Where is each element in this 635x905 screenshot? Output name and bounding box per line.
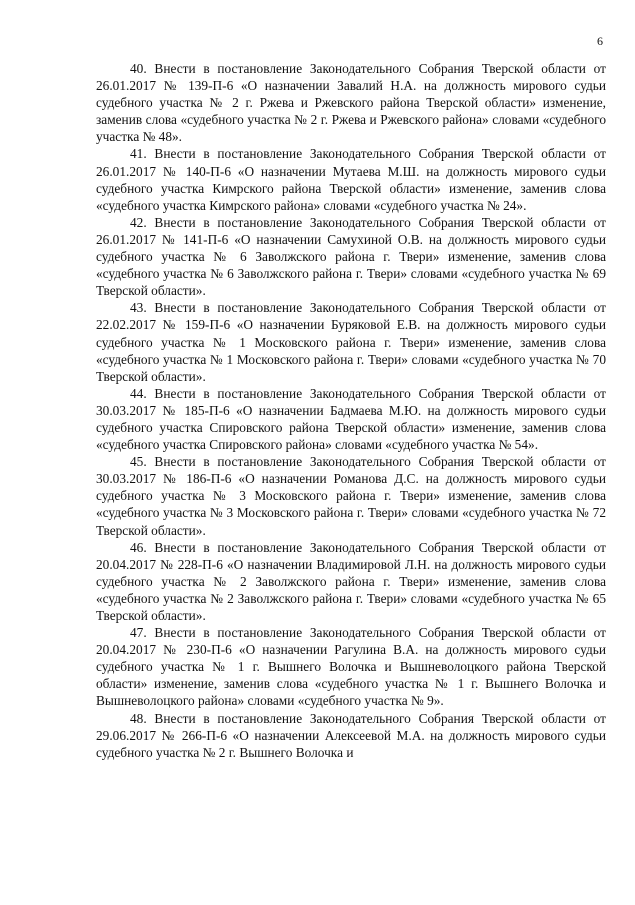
paragraph-42: 42. Внести в постановление Законодательного Собрания Тверской области от 26.01.2017 № 141-П-6 «О назначении Самухиной О.В. на должность мирового судьи судебного участка № 6 Заволжского района г. Твери» изменение, заменив слова «судебного участка № 6 Заволжского района г. Твери» словами «судебного участка № 69 Тверской области». (96, 214, 606, 299)
paragraph-44: 44. Внести в постановление Законодательного Собрания Тверской области от 30.03.2017 № 185-П-6 «О назначении Бадмаева М.Ю. на должность мирового судьи судебного участка Спировского района Тверской области» изменение, заменив слова «судебного участка Спировского района» словами «судебного участка № 54». (96, 385, 606, 453)
paragraph-46: 46. Внести в постановление Законодательного Собрания Тверской области от 20.04.2017 № 228-П-6 «О назначении Владимировой Л.Н. на должность мирового судьи судебного участка № 2 Заволжского района г. Твери» изменение, заменив слова «судебного участка № 2 Заволжского района г. Твери» словами «судебного участка № 65 Тверской области». (96, 539, 606, 623)
page-number: 6 (597, 34, 603, 48)
paragraph-43: 43. Внести в постановление Законодательного Собрания Тверской области от 22.02.2017 № 159-П-6 «О назначении Буряковой Е.В. на должность мирового судьи судебного участка № 1 Московского района г. Твери» изменение, заменив слова «судебного участка № 1 Московского района г. Твери» словами «судебного участка № 70 Тверской области». (96, 300, 606, 384)
paragraph-41: 41. Внести в постановление Законодательного Собрания Тверской области от 26.01.2017 № 140-П-6 «О назначении Мутаева М.Ш. на должность мирового судьи судебного участка Кимрского района Тверской области» изменение, заменив слова «судебного участка Кимрского района» словами «судебного участка № 24». (96, 146, 606, 213)
document-body (96, 60, 606, 761)
paragraph-48: 48. Внести в постановление Законодательного Собрания Тверской области от 29.06.2017 № 266-П-6 «О назначении Алексеевой М.А. на должность мирового судьи судебного участка № 2 г. Вышнего Волочка и (96, 710, 606, 760)
paragraph-45: 45. Внести в постановление Законодательного Собрания Тверской области от 30.03.2017 № 186-П-6 «О назначении Романова Д.С. на должность мирового судьи судебного участка № 3 Московского района г. Твери» изменение, заменив слова «судебного участка № 3 Московского района г. Твери» словами «судебного участка № 72 Тверской области». (96, 454, 606, 538)
paragraph-47: 47. Внести в постановление Законодательного Собрания Тверской области от 20.04.2017 № 230-П-6 «О назначении Рагулина В.А. на должность мирового судьи судебного участка № 1 г. Вышнего Волочка и Вышневолоцкого района Тверской области» изменение, заменив слова «судебного участка № 1 г. Вышнего Волочка и Вышневолоцкого района» словами «судебного участка № 9». (96, 625, 606, 709)
paragraph-40: 40. Внести в постановление Законодательного Собрания Тверской области от 26.01.2017 № 139-П-6 «О назначении Завалий Н.А. на должность мирового судьи судебного участка № 2 г. Ржева и Ржевского района Тверской области» изменение, заменив слова «судебного участка № 2 г. Ржева и Ржевского района» словами «судебного участка № 48». (96, 61, 606, 145)
